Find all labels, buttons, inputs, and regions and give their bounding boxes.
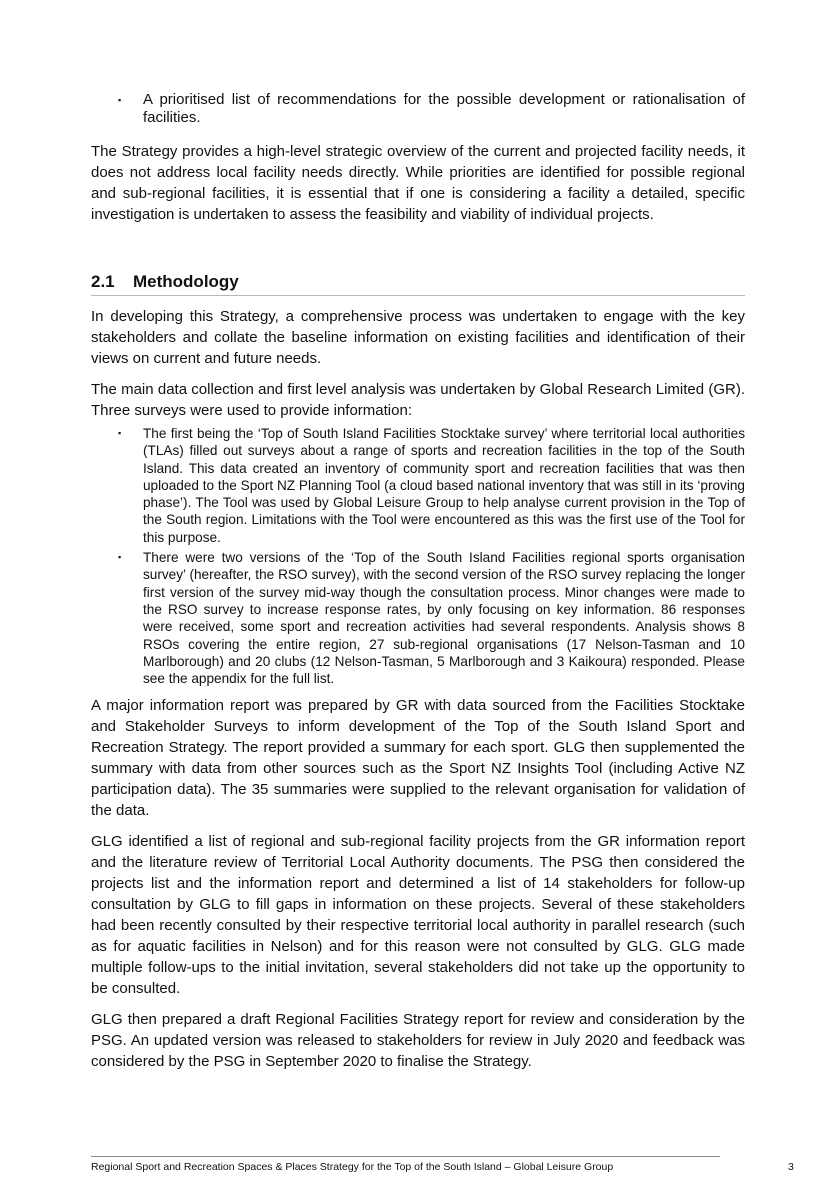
- survey-list-item: [91, 425, 745, 546]
- bullet-square-icon: ▪: [118, 428, 122, 438]
- section-heading: [91, 271, 745, 296]
- bullet-square-icon: ▪: [118, 95, 122, 105]
- intro-paragraph: The Strategy provides a high-level strategic overview of the current and projected facility needs, it does not address local facility needs directly. While priorities are identified for possible regional and sub-regional facilities, it is essential that if one is considering a facility a detailed, specific investigation is undertaken to assess the feasibility and viability of individual projects.: [91, 143, 745, 223]
- paragraph: GLG then prepared a draft Regional Facilities Strategy report for review and consideration by the PSG. An updated version was released to stakeholders for review in July 2020 and feedback was considered by the PSG in September 2020 to finalise the Strategy.: [91, 1011, 745, 1071]
- bullet-square-icon: ▪: [118, 552, 122, 563]
- survey-list-item: [91, 549, 745, 687]
- section-title: Methodology: [133, 272, 239, 291]
- footer-divider: [91, 1156, 720, 1157]
- page-content: [91, 91, 745, 1082]
- footer-title: Regional Sport and Recreation Spaces & Places Strategy for the Top of the South Island – Global Leisure Group: [91, 1161, 614, 1173]
- paragraph: A major information report was prepared by GR with data sourced from the Facilities Stocktake and Stakeholder Surveys to inform development of the Top of the South Island Sport and Recreation Strategy. The report provided a summary for each sport. GLG then supplemented the summary with data from other sources such as the Sport NZ Insights Tool (including Active NZ participation data). The 35 summaries were supplied to the relevant organisation for validation of the data.: [91, 697, 745, 820]
- section-number: 2.1: [91, 272, 115, 291]
- paragraph: GLG identified a list of regional and sub-regional facility projects from the GR information report and the literature review of Territorial Local Authority documents. The PSG then considered the projects list and the information report and determined a list of 14 stakeholders for follow-up consultation by GLG to fill gaps in information on these projects. Several of these stakeholders had been recently consulted by their respective territorial local authority in parallel research (such as for aquatic facilities in Nelson) and for this reason were not consulted by GLG. GLG made multiple follow-ups to the initial invitation, several stakeholders did not take up the opportunity to be consulted.: [91, 833, 745, 998]
- bullet-text: A prioritised list of recommendations for the possible development or rationalisation of facilities.: [143, 91, 745, 126]
- page-number: 3: [788, 1161, 794, 1173]
- paragraph: In developing this Strategy, a comprehensive process was undertaken to engage with the key stakeholders and collate the baseline information on existing facilities and identification of their views on current and future needs.: [91, 308, 745, 367]
- paragraph: The main data collection and first level analysis was undertaken by Global Research Limited (GR). Three surveys were used to provide information:: [91, 381, 745, 419]
- survey-text: There were two versions of the ‘Top of the South Island Facilities regional sports organisation survey’ (hereafter, the RSO survey), with the second version of the RSO survey replacing the longer first version of the survey mid-way though the consultation process. Minor changes were made to the RSO survey to increase response rates, by only focusing on key information. 86 responses were received, some sport and recreation activities had several respondents. Analysis shows 8 RSOs covering the entire region, 27 sub-regional organisations (17 Nelson-Tasman and 10 Marlborough) and 20 clubs (12 Nelson-Tasman, 5 Marlborough and 3 Kaikoura) responded. Please see the appendix for the full list.: [143, 550, 745, 687]
- recommendations-bullet: [91, 91, 745, 127]
- survey-text: The first being the ‘Top of South Island Facilities Stocktake survey’ where territorial local authorities (TLAs) filled out surveys about a range of sports and recreation facilities in the top of the South Island. This data created an inventory of community sport and recreation facilities that was then uploaded to the Sport NZ Planning Tool (a cloud based national inventory that was still in its ‘proving phase’). The Tool was used by Global Leisure Group to help analyse current provision in the Top of the South region. Limitations with the Tool were encountered as this was the first use of the Tool for this purpose.: [143, 426, 745, 545]
- survey-list: [91, 425, 745, 687]
